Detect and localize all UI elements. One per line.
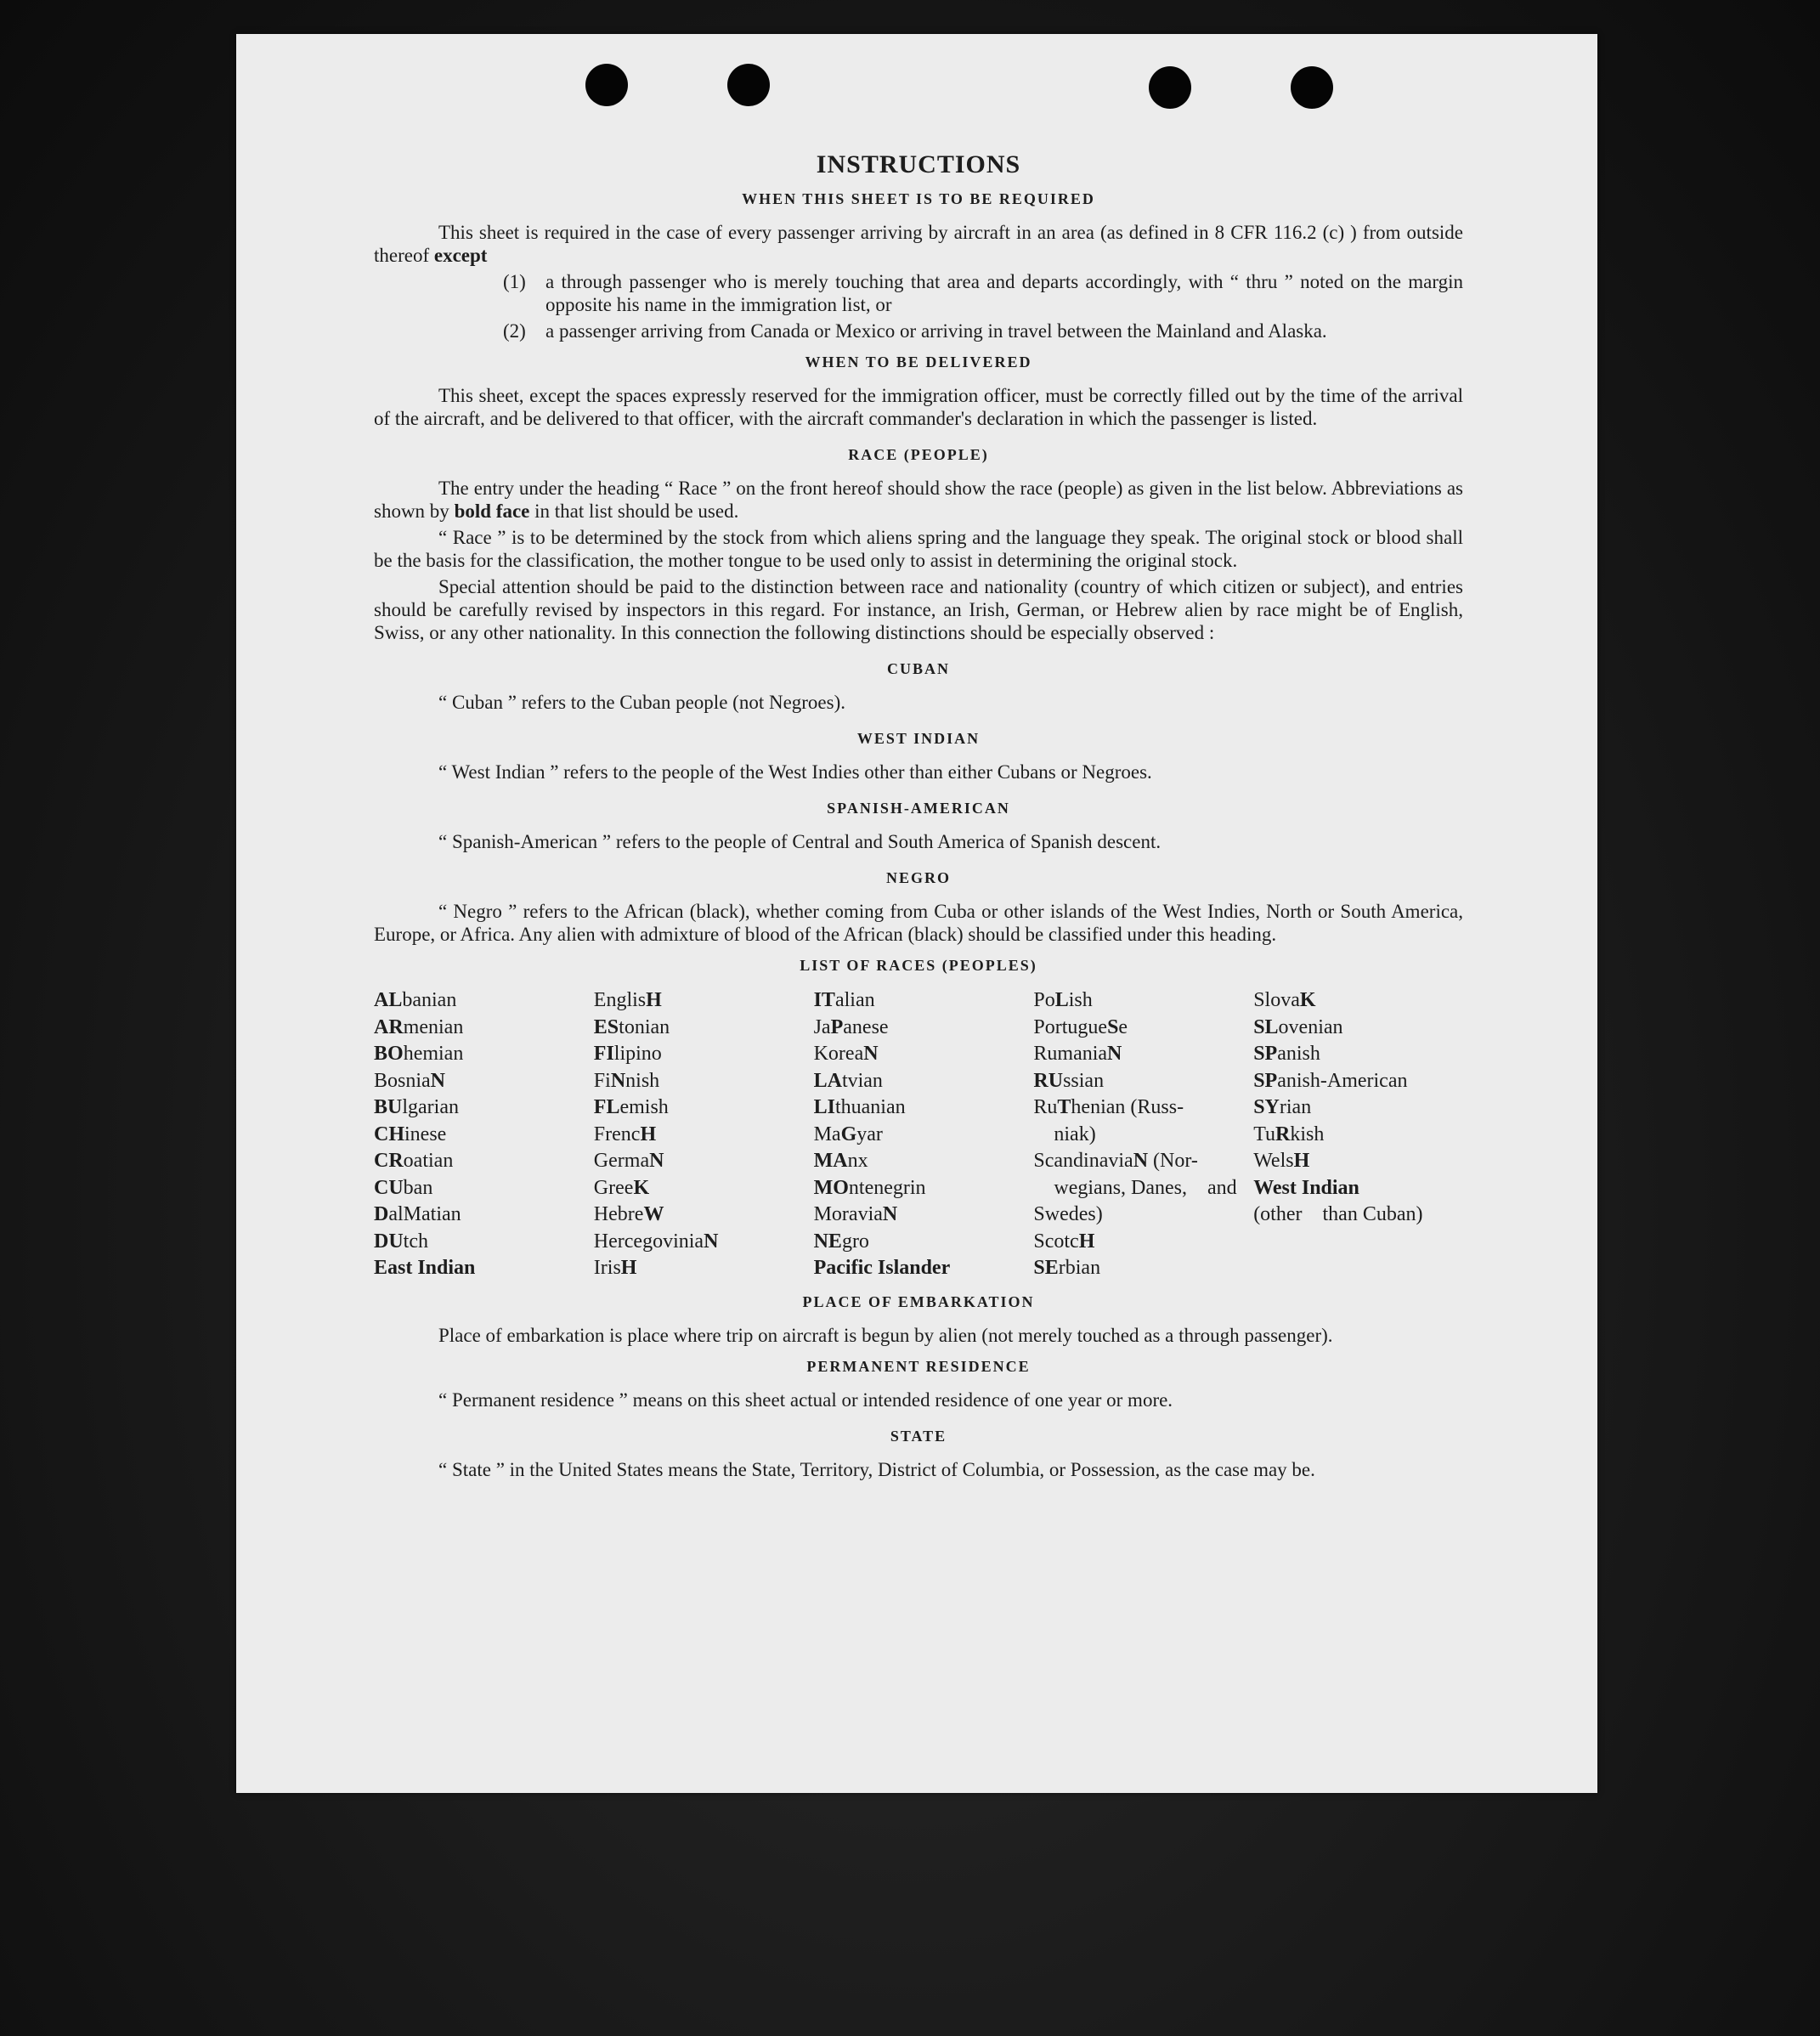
race-abbreviation: R [1275,1123,1291,1145]
race-abbreviation: CR [374,1150,404,1172]
instructions-content [374,150,1463,1485]
race-abbreviation: IT [813,989,835,1011]
race-name-part: Portugue [1033,1015,1108,1038]
race-entry [1033,1068,1243,1095]
race-entry [1033,1015,1243,1042]
race-entry [374,1255,584,1282]
punch-hole [1291,66,1333,109]
race-abbreviation: H [1078,1230,1095,1253]
race-abbreviation: P [830,1015,844,1038]
race-name-part: nx [847,1150,868,1172]
race-abbreviation: N [610,1069,626,1092]
race-entry [594,1175,804,1202]
race-abbreviation: LI [813,1096,835,1118]
heading-west-indian: WEST INDIAN [856,730,981,747]
race-column [1253,987,1463,1282]
race-abbreviation: L [1054,989,1069,1011]
race-name-part: Hercegovinia [593,1230,704,1253]
race-entry [1033,1148,1243,1229]
race-name-part: alian [834,989,875,1011]
race-entry [1253,1094,1463,1122]
race-entry [814,1068,1024,1095]
race-name-part: Gree [593,1176,634,1199]
race-name-part: kish [1290,1123,1325,1145]
heading-race: RACE (PEOPLE) [848,446,989,463]
race-entry [594,1148,804,1175]
race-name-part: Korea [813,1043,864,1065]
race-name-part: gro [841,1230,869,1253]
race-name-part: Rumania [1033,1043,1108,1065]
race-entry [594,1094,804,1122]
race-abbreviation: RU [1033,1069,1064,1092]
race-name-part: henian (Russ- niak) [1033,1096,1184,1145]
race-abbreviation: MO [813,1176,849,1199]
race-column [814,987,1024,1282]
negro-text: “ Negro ” refers to the African (black), whether coming from Cuba or other islands of the West Indies, North or South America, Europe, or Africa. Any alien with admixture of blood of the African (black) should be classified under this heading. [374,901,1463,945]
race-entry [1033,987,1243,1015]
race-name-part: hemian [403,1043,464,1065]
race-entry [1033,1094,1243,1148]
heading-state: STATE [890,1427,947,1445]
race-name-part: lipino [613,1043,662,1065]
west-indian-text: “ West Indian ” refers to the people of the West Indies other than either Cubans or Negroes. [438,761,1152,783]
race-entry [1253,1148,1463,1175]
race-column [594,987,804,1282]
race-abbreviation: D [374,1203,389,1225]
race-abbreviation: N [863,1043,879,1065]
race-entry [594,1041,804,1068]
heading-permanent-residence: PERMANENT RESIDENCE [806,1357,1031,1375]
race-entry [374,1229,584,1256]
race-column [1033,987,1243,1282]
race-abbreviation: AR [374,1015,404,1038]
race-entry [594,1255,804,1282]
race-name-part: rian [1279,1096,1312,1118]
race-name-part: anish [1277,1043,1320,1065]
race-name-part: Ja [813,1015,831,1038]
race-entry [814,1015,1024,1042]
punch-hole [727,64,770,106]
race-text-2: “ Race ” is to be determined by the stock from which aliens spring and the language they speak. The original stock or blood shall be the basis for the classification, the mother tongue to be used only to assist in determining the original stock. [374,527,1463,571]
race-name-part: Scotc [1033,1230,1079,1253]
race-name-part: tvian [841,1069,883,1092]
race-name-part: ssian [1063,1069,1105,1092]
place-of-embarkation-text: Place of embarkation is place where trip on aircraft is begun by alien (not merely touched as a through passenger). [438,1324,1333,1346]
race-name-part: Iris [593,1257,621,1279]
race-abbreviation: N [882,1203,898,1225]
race-entry [1033,1229,1243,1256]
race-entry [814,1175,1024,1202]
race-abbreviation: SP [1253,1043,1278,1065]
race-name-part: Slova [1253,989,1300,1011]
heading-cuban: CUBAN [886,660,950,677]
race-abbreviation: FL [593,1096,620,1118]
race-name-part: yar [856,1123,883,1145]
race-name-part: Hebre [593,1203,644,1225]
race-abbreviation: H [646,989,662,1011]
race-entry [1253,987,1463,1015]
race-abbreviation: NE [813,1230,842,1253]
race-abbreviation: H [640,1123,657,1145]
race-name-part: thuanian [834,1096,906,1118]
heading-place-of-embarkation: PLACE OF EMBARKATION [802,1292,1035,1310]
race-abbreviation: N [430,1069,446,1092]
race-abbreviation: S [1107,1015,1119,1038]
race-entry [814,1148,1024,1175]
race-name-part: Frenc [593,1123,641,1145]
race-entry [1033,1041,1243,1068]
race-abbreviation: Pacific Islander [813,1257,951,1279]
race-abbreviation: SL [1253,1015,1279,1038]
race-name-part: anese [843,1015,889,1038]
race-abbreviation: DU [374,1230,404,1253]
race-abbreviation: H [1293,1150,1310,1172]
race-abbreviation: BU [374,1096,403,1118]
heading-negro: NEGRO [885,869,951,886]
race-abbreviation: West Indian [1253,1176,1359,1199]
race-entry [814,1041,1024,1068]
race-entry [814,1094,1024,1122]
race-name-part: Po [1033,989,1055,1011]
race-entry [374,1015,584,1042]
when-delivered-text: This sheet, except the spaces expressly reserved for the immigration officer, must be correctly filled out by the time of the arrival of the aircraft, and be delivered to that officer, with the aircraft commander's declaration in which the passenger is listed. [374,385,1463,429]
race-name-part: Moravia [813,1203,883,1225]
race-entry [1253,1015,1463,1042]
race-abbreviation: CH [374,1123,404,1145]
race-abbreviation: BO [374,1043,404,1065]
race-abbreviation: SE [1033,1257,1059,1279]
race-abbreviation: H [620,1257,637,1279]
race-text-3: Special attention should be paid to the distinction between race and nationality (country of which citizen or subject), and entries should be carefully revised by inspectors in this regard. For instance, an Irish, German, or Hebrew alien by race might be of English, Swiss, or any other nationality. In this connection the following distinctions should be especially observed : [374,576,1463,643]
race-name-part: inese [404,1123,447,1145]
race-name-part: nish [625,1069,660,1092]
race-abbreviation: LA [813,1069,842,1092]
race-entry [814,1122,1024,1149]
race-entry [374,1041,584,1068]
when-required-text: This sheet is required in the case of every passenger arriving by aircraft in an area (as defined in 8 CFR 116.2 (c) ) from outside thereof except [374,222,1463,266]
exception-list [503,270,1463,342]
race-abbreviation: N [704,1230,719,1253]
race-name-part: rbian [1058,1257,1101,1279]
race-entry [594,1229,804,1256]
race-abbreviation: SY [1253,1096,1280,1118]
punch-hole [585,64,628,106]
race-name-part: Wels [1253,1150,1294,1172]
races-list [374,987,1463,1282]
race-entry [374,1148,584,1175]
race-abbreviation: G [840,1123,857,1145]
race-abbreviation: FI [593,1043,614,1065]
race-entry [594,1202,804,1229]
race-name-part: Germa [593,1150,650,1172]
race-name-part: Englis [593,989,647,1011]
race-name-part: oatian [403,1150,454,1172]
race-name-part: Ma [813,1123,841,1145]
heading-when-required: WHEN THIS SHEET IS TO BE REQUIRED [742,190,1095,207]
race-name-part: ntenegrin [848,1176,926,1199]
race-name-part: Fi [593,1069,611,1092]
race-entry [1253,1175,1463,1229]
race-entry [1253,1122,1463,1149]
race-name-part: anish-American [1277,1069,1408,1092]
punch-hole [1149,66,1191,109]
race-entry [814,1202,1024,1229]
race-entry [594,1068,804,1095]
race-abbreviation: K [1299,989,1316,1011]
race-entry [594,1122,804,1149]
race-abbreviation: AL [374,989,403,1011]
race-name-part: ban [403,1176,433,1199]
race-entry [814,1255,1024,1282]
state-text: “ State ” in the United States means the State, Territory, District of Columbia, or Possession, as the case may be. [438,1458,1315,1480]
race-abbreviation: MA [813,1150,848,1172]
race-name-part: (other than Cuban) [1253,1203,1423,1225]
race-abbreviation: N [1133,1150,1149,1172]
race-entry [814,987,1024,1015]
race-abbreviation: ES [593,1015,619,1038]
race-entry [1033,1255,1243,1282]
race-name-part: ovenian [1278,1015,1343,1038]
race-abbreviation: East Indian [374,1257,476,1279]
document-page [236,34,1597,1793]
race-text-1: The entry under the heading “ Race ” on the front hereof should show the race (people) as given in the list below. Abbreviations as shown by bold face in that list should be used. [374,478,1463,522]
race-entry [1253,1041,1463,1068]
heading-when-delivered: WHEN TO BE DELIVERED [805,353,1032,370]
cuban-text: “ Cuban ” refers to the Cuban people (not Negroes). [438,692,846,713]
race-name-part: alMatian [388,1203,461,1225]
permanent-residence-text: “ Permanent residence ” means on this sheet actual or intended residence of one year or more. [438,1388,1173,1411]
race-name-part: banian [402,989,457,1011]
race-entry [374,1068,584,1095]
race-name-part: (Nor- wegians, Danes, and Swedes) [1033,1150,1237,1225]
list-item: (1) a through passenger who is merely touching that area and departs accordingly, with “ thru ” noted on the margin opposite his name in the immigration list, or [503,271,1463,315]
heading-spanish-american: SPANISH-AMERICAN [827,800,1010,817]
race-entry [374,1175,584,1202]
spanish-american-text: “ Spanish-American ” refers to the people of Central and South America of Spanish descent. [438,831,1162,852]
race-name-part: e [1118,1015,1128,1038]
race-entry [374,1202,584,1229]
race-name-part: lgarian [402,1096,459,1118]
race-entry [374,987,584,1015]
race-name-part: Bosnia [374,1069,431,1092]
race-entry [594,1015,804,1042]
race-name-part: emish [619,1096,669,1118]
race-entry [594,987,804,1015]
race-name-part: tch [403,1230,428,1253]
race-name-part: Tu [1253,1123,1276,1145]
race-abbreviation: CU [374,1176,404,1199]
page-title: INSTRUCTIONS [816,150,1021,178]
race-name-part: tonian [619,1015,670,1038]
list-item: (2) a passenger arriving from Canada or Mexico or arriving in travel between the Mainland and Alaska. [503,320,1327,342]
race-column [374,987,584,1282]
race-entry [374,1122,584,1149]
race-name-part: ish [1068,989,1093,1011]
race-name-part: Scandinavia [1033,1150,1133,1172]
race-name-part: menian [403,1015,464,1038]
race-abbreviation: T [1057,1096,1071,1118]
race-entry [1253,1068,1463,1095]
race-abbreviation: SP [1253,1069,1278,1092]
race-abbreviation: W [643,1203,664,1225]
race-name-part: Ru [1033,1096,1058,1118]
race-entry [814,1229,1024,1256]
race-abbreviation: K [633,1176,650,1199]
race-abbreviation: N [1107,1043,1122,1065]
heading-list-of-races: LIST OF RACES (PEOPLES) [800,957,1037,974]
race-entry [374,1094,584,1122]
race-abbreviation: N [649,1150,664,1172]
